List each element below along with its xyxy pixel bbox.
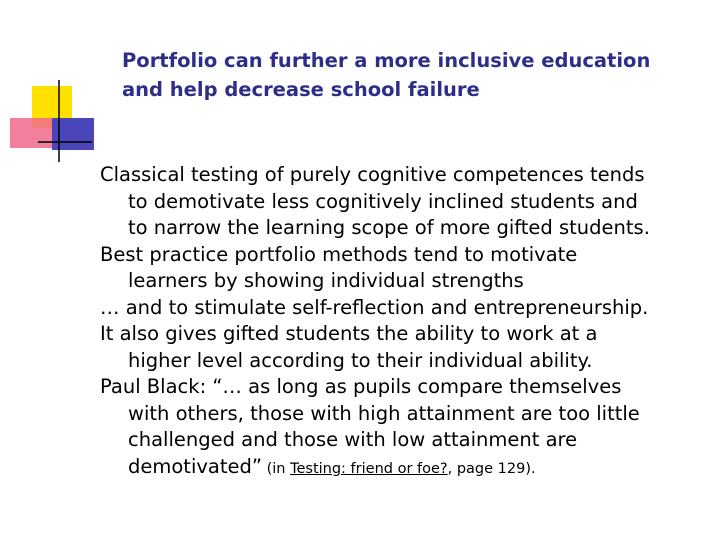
text-line <box>128 455 536 478</box>
quote-end: demotivated” <box>128 454 262 478</box>
text-line: Classical testing of purely cognitive competences tends <box>100 163 645 186</box>
text-line: to narrow the learning scope of more gifted students. <box>128 216 650 239</box>
paragraph-classical-testing <box>100 162 712 242</box>
text-line: with others, those with high attainment are too little <box>128 401 640 425</box>
slide-title <box>122 46 712 104</box>
text-line: higher level according to their individual ability. <box>128 348 593 372</box>
text-line: Paul Black: “… as long as pupils compare themselves <box>100 375 622 398</box>
citation-source: Testing: friend or foe? <box>290 460 448 477</box>
paragraph-best-practice <box>100 242 712 295</box>
text-line: It also gives gifted students the ability to work at a <box>100 322 598 345</box>
citation-prefix: (in <box>261 460 291 477</box>
text-line: … and to stimulate self-reflection and entrepreneurship. <box>100 295 649 319</box>
text-line: challenged and those with low attainment are <box>128 428 578 451</box>
paragraph-self-reflection <box>100 295 712 322</box>
text-line: to demotivate less cognitively inclined students and <box>128 189 638 213</box>
decorative-corner-graphic <box>0 0 110 170</box>
title-line: and help decrease school failure <box>122 78 480 101</box>
title-line: Portfolio can further a more inclusive education <box>122 49 651 72</box>
slide-body <box>100 162 712 482</box>
paragraph-gifted-students <box>100 321 712 374</box>
pink-square <box>10 118 52 148</box>
text-line: learners by showing individual strengths <box>128 269 524 292</box>
citation-suffix: , page 129). <box>447 460 536 477</box>
paragraph-paul-black-quote <box>100 374 712 482</box>
text-line: Best practice portfolio methods tend to motivate <box>100 242 578 266</box>
